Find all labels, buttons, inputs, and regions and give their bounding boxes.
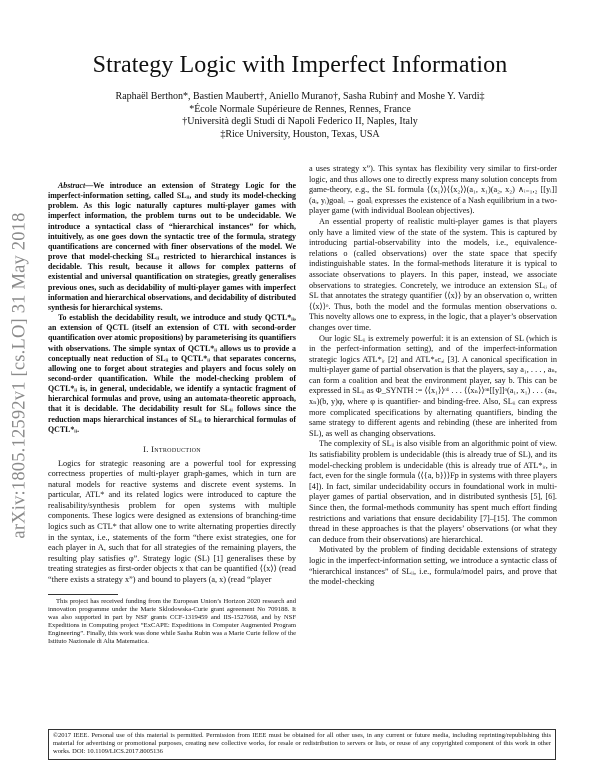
- affiliation-3: ‡Rice University, Houston, Texas, USA: [220, 128, 380, 140]
- affiliation-1: *École Normale Supérieure de Rennes, Rennes, France: [189, 103, 411, 115]
- paper-title: Strategy Logic with Imperfect Information: [92, 52, 508, 78]
- abstract-text: —We introduce an extension of Strategy Logic for the imperfect-information setting, called SLᵢᵢ, and study its model-checking problem. As this logic naturally captures multi-player games with imperfect information, the problem turns out to be undecidable. We introduce a syntactical class of “hierarchical instances” for which, intuitively, as one goes down the syntactic tree of the formula, strategy quantifications are concerned with finer observations of the model. We prove that model-checking SLᵢᵢ restricted to hierarchical instances is decidable. This result, because it allows for complex patterns of existential and universal quantification on strategies, greatly generalises previous ones, such as decidability of multi-player games with imperfect information and hierarchical observations, and decidability of distributed synthesis for hierarchical systems.: [48, 181, 296, 312]
- section-heading-introduction: I. Introduction: [143, 443, 201, 454]
- right-paragraph-4: The complexity of SLᵢᵢ is also visible from an algorithmic point of view. Its satisfiability problem is undecidable (this is already true of SL), and its model-checking problem is undecidable (this is already true of ATL*ᵢᵣ, in fact, even for the single formula ⟨⟨{a, b}⟩⟩Fp in systems with three players [4]). In fact, similar undecidability occurs in foundational work in multi-player games of partial observation, and in distributed synthesis [5], [6]. Since then, the formal-methods community has spent much effort finding restrictions and variations that ensure decidability [7]–[15]. The common thread in these approaches is that the players’ observations (or what they can deduce from their observations) are hierarchical.: [309, 439, 557, 544]
- arxiv-stamp: [6, 180, 34, 570]
- abstract-paragraph-1: [48, 181, 296, 313]
- footnote-rule: [48, 594, 118, 595]
- author-block: [40, 91, 560, 141]
- funding-footnote: This project has received funding from the European Union’s Horizon 2020 research and innovation programme under the Marie Sklodowska-Curie grant agreement No 709188. It was also supported in part by NSF grants CCF-1319459 and IIS-1527668, and by NSF Expeditions in Computing project “ExCAPE: Expeditions in Computer Augmented Program Engineering”. Finally, this work was done while Sasha Rubin was a Marie Curie fellow of the Istituto Nazionale di Alta Matematica.: [48, 597, 296, 646]
- arxiv-stamp-text: arXiv:1805.12592v1 [cs.LO] 31 May 2018: [9, 211, 30, 539]
- abstract-lead: Abstract: [58, 181, 86, 190]
- abstract-paragraph-2: To establish the decidability result, we introduce and study QCTL*ᵢᵢ, an extension of QCTL (itself an extension of CTL with second-order quantification over atomic propositions) by parameterising its quantifiers with observations. The simple syntax of QCTL*ᵢᵢ allows us to provide a conceptually neat reduction of SLᵢᵢ to QCTL*ᵢᵢ that separates concerns, allowing one to forget about strategies and players and focus solely on second-order quantification. While the model-checking problem of QCTL*ᵢᵢ is, in general, undecidable, we identify a syntactic fragment of hierarchical formulas and prove, using an automata-theoretic approach, that it is decidable. The decidability result for SLᵢᵢ follows since the reduction maps hierarchical instances of SLᵢᵢ to hierarchical formulas of QCTL*ᵢᵢ.: [48, 313, 296, 434]
- right-paragraph-2: An essential property of realistic multi-player games is that players only have a limited view of the state of the system. This is captured by introducing partial-observability into the models, i.e., equivalence-relations o (called observations) over the state space that specify indistinguishable states. In the formal-methods literature it is typical to associate observations to players. In this paper, instead, we associate observations to strategies. Concretely, we introduce an extension SLᵢᵢ of SL that annotates the strategy quantifier ⟨⟨x⟩⟩ by an observation o, written ⟨⟨x⟩⟩ᵒ. Thus, both the model and the formulas mention observations o. This novelty allows one to express, in the logic, that a player’s observation changes over time.: [309, 216, 557, 332]
- copyright-notice: ©2017 IEEE. Personal use of this material is permitted. Permission from IEEE must be obtained for all other uses, in any current or future media, including reprinting/republishing this material for advertising or promotional purposes, creating new collective works, for resale or redistribution to servers or lists, or reuse of any copyrighted component of this work in other works. DOI: 10.1109/LICS.2017.8005136: [48, 729, 556, 760]
- left-column: [48, 181, 296, 646]
- intro-paragraph-1: Logics for strategic reasoning are a powerful tool for expressing correctness properties of multi-player graph-games, which in turn are natural models for reactive systems and discrete event systems. In particular, ATL* and its related logics were introduced to capture the realisability/synthesis problem for open systems with multiple components. These logics were designed as extensions of branching-time logics such as CTL* that allow one to write alternating properties directly in the syntax, i.e., statements of the form “there exist strategies, one for each player in A, such that for all strategies of the remaining players, the resulting play satisfies φ”. Strategy logic (SL) [1] generalises these by treating strategies as first-order objects x that can be quantified ⟨⟨x⟩⟩ (read “there exists a strategy x”) and bound to players (a, x) (read “player: [48, 458, 296, 585]
- right-paragraph-1: a uses strategy x”). This syntax has flexibility very similar to first-order logic, and thus allows one to directly express many solution concepts from game-theory, e.g., the SL formula ⟨⟨x₁⟩⟩⟨⟨x₂⟩⟩(a₁, x₁)(a₂, x₂) ∧ᵢ₌₁,₂ [[yᵢ]](aᵢ, yᵢ)goalᵢ → goalᵢ expresses the existence of a Nash equilibrium in a two-player game (with individual Boolean objectives).: [309, 164, 557, 216]
- right-column: [309, 164, 557, 588]
- affiliation-2: †Università degli Studi di Napoli Federico II, Naples, Italy: [182, 116, 418, 127]
- right-paragraph-3: Our logic SLᵢᵢ is extremely powerful: it is an extension of SL (which is in the perfect-information setting), and of the imperfect-information strategic logics ATL*ᵢᵣ [2] and ATL*ₛc,ᵢ [3]. A canonical specification in multi-player game of partial observation is that the players, say a₁, . . . , aₙ, can form a coalition and beat the environment player, say b. This can be expressed in SLᵢᵢ as Φ_SYNTH := ⟨⟨x₁⟩⟩ᵒ¹ . . . ⟨⟨xₙ⟩⟩ᵒⁿ[[y]]ᵒ(a₁, x₁) . . . (aₙ, xₙ)(b, y)φ, where φ is quantifier- and binding-free. Also, SLᵢᵢ can express more complicated specifications by alternating quantifiers, binding the same strategy to different agents and rebinding (these are inherited from SL), as well as changing observations.: [309, 333, 557, 438]
- right-paragraph-5: Motivated by the problem of finding decidable extensions of strategy logic in the imperfect-information setting, we introduce a syntactic class of “hierarchical instances” of SLᵢᵢ, i.e., formula/model pairs, and prove that the model-checking: [309, 545, 557, 587]
- author-line: Raphaël Berthon*, Bastien Maubert†, Aniello Murano†, Sasha Rubin† and Moshe Y. Vardi‡: [115, 91, 485, 102]
